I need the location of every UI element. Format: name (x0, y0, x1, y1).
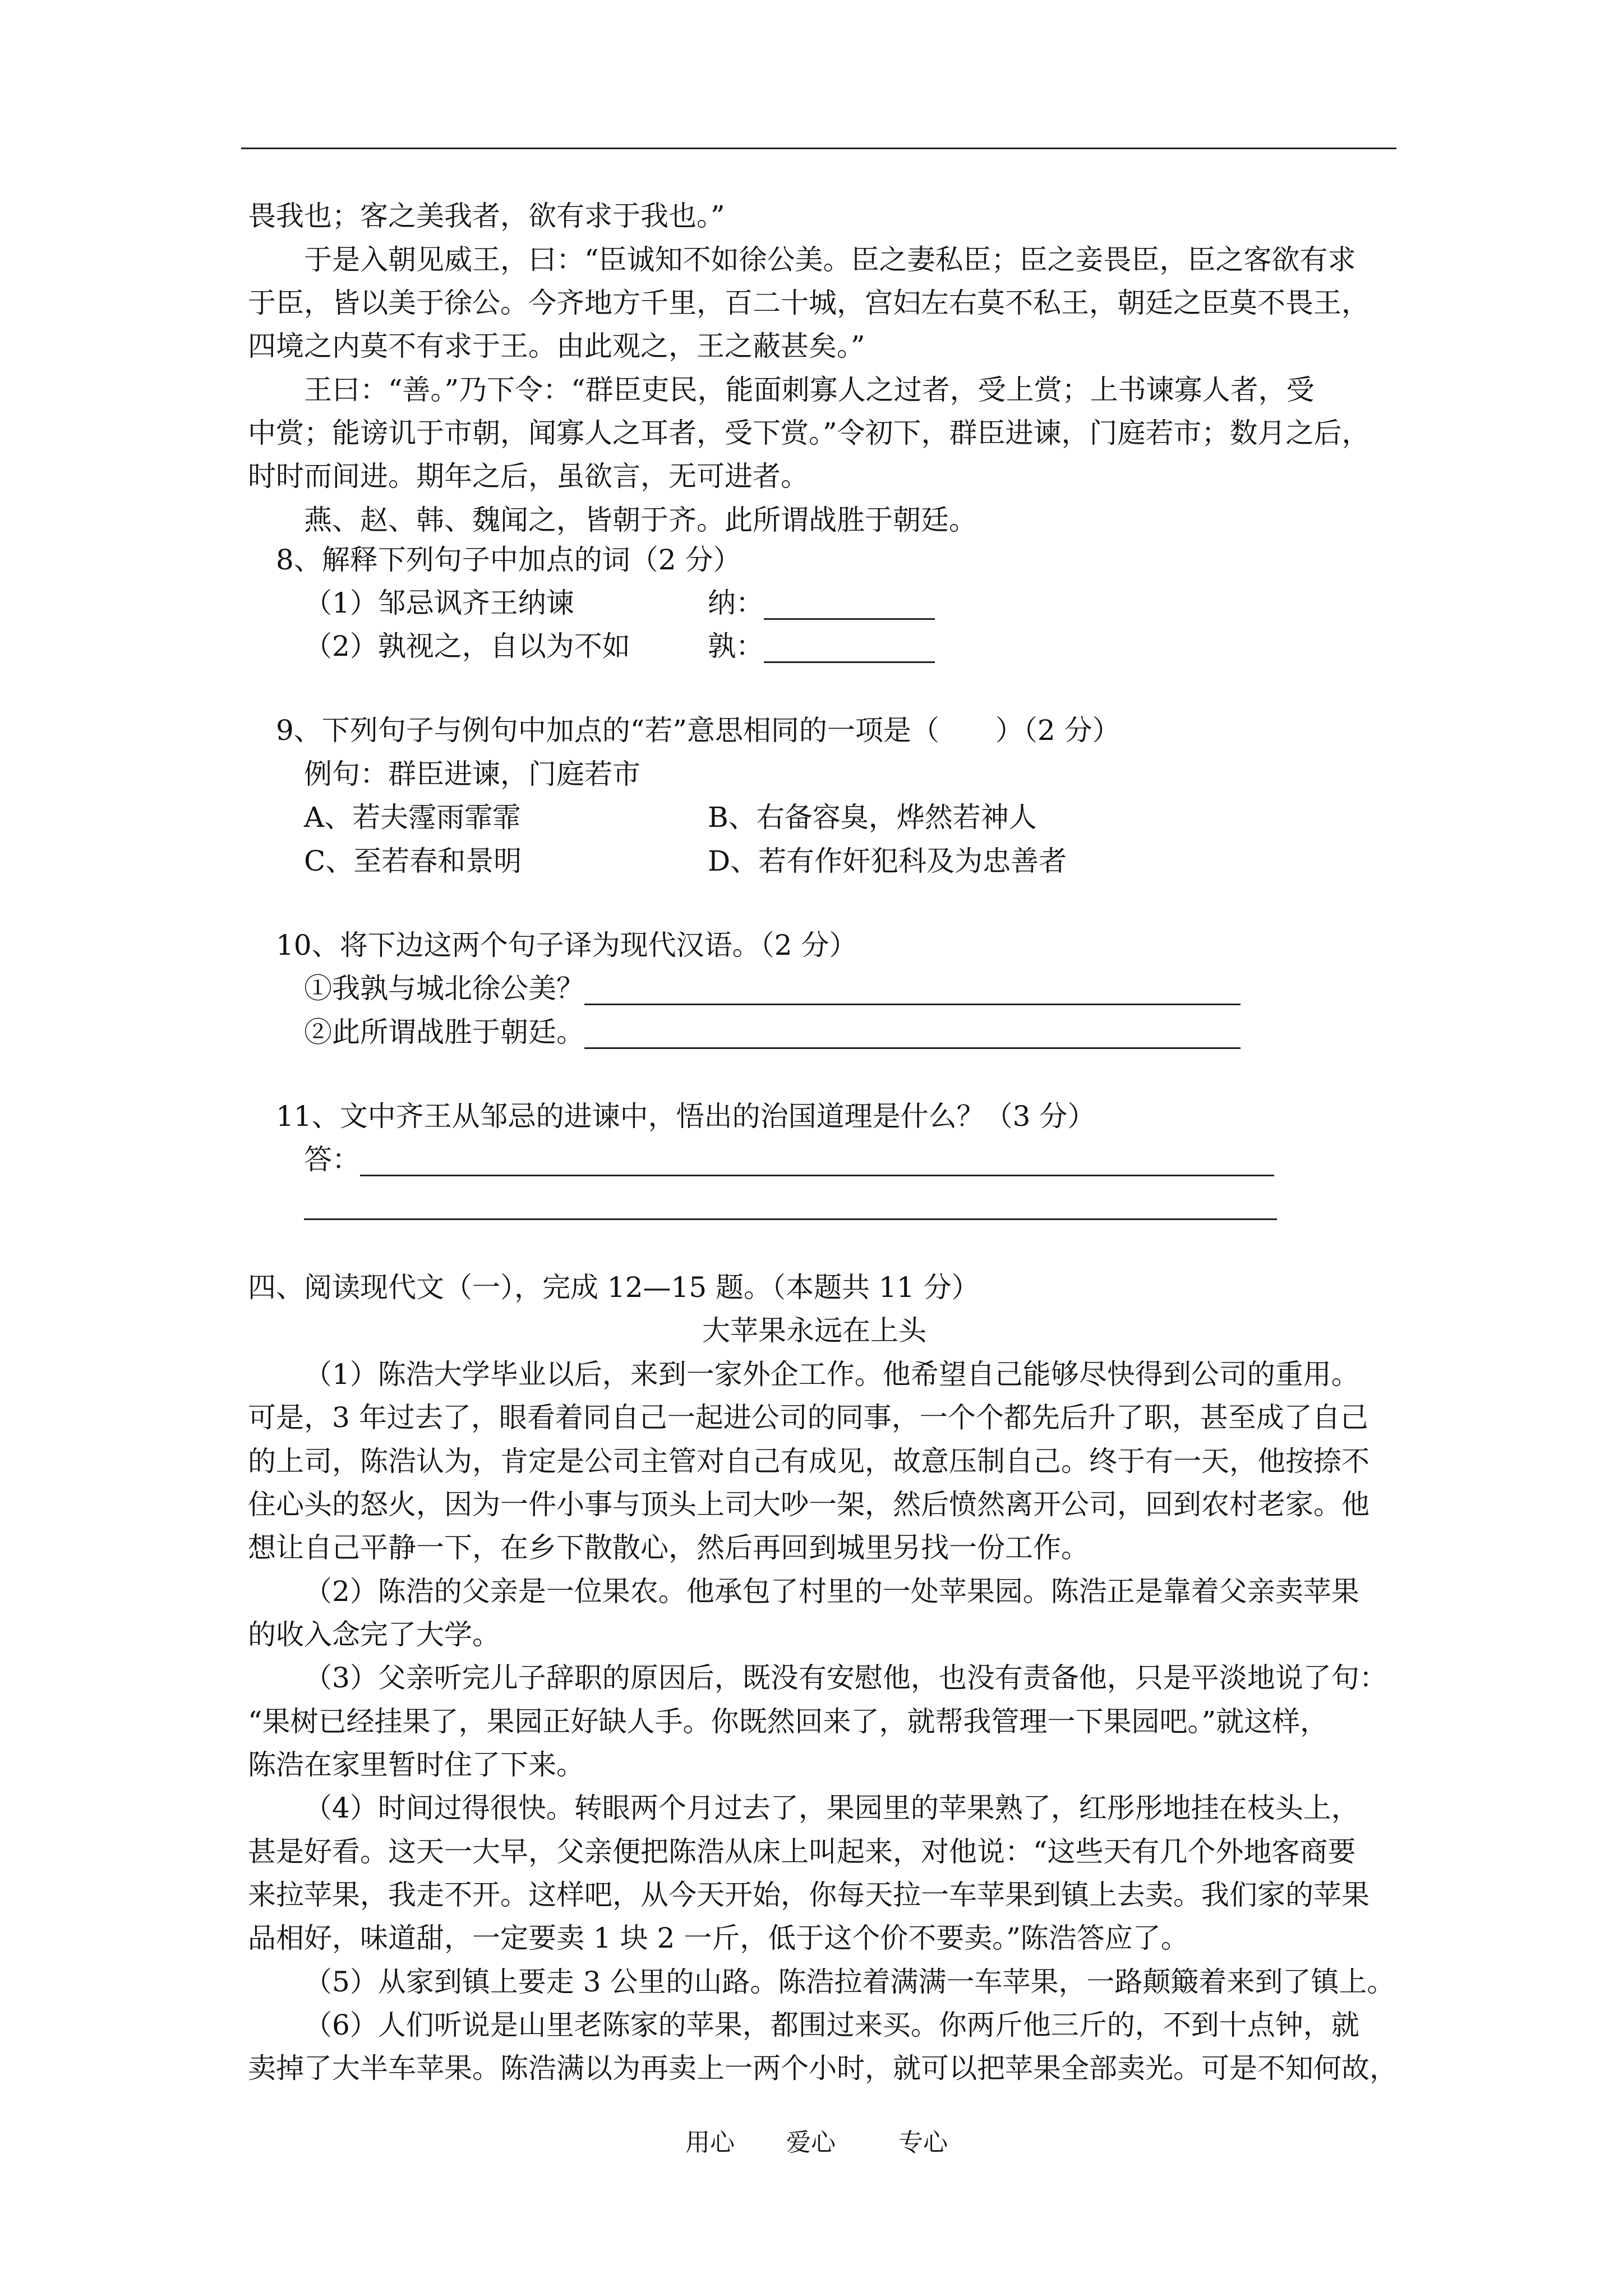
header-rule (241, 148, 1396, 149)
question-9-stem: 9、下列句子与例句中加点的“若”意思相同的一项是（ ）（2 分） (276, 714, 1121, 747)
question-11-answer[interactable] (304, 1143, 1274, 1176)
footer-text-1: 用心 (685, 2128, 735, 2157)
passage-line: 时时而间进。期年之后，虽欲言，无可进者。 (248, 460, 809, 493)
answer-label: 孰： (708, 630, 764, 662)
article-paragraph-line: （6）人们听说是山里老陈家的苹果，都围过来买。你两斤他三斤的，不到十点钟，就 (304, 2009, 1359, 2041)
passage-line: 于是入朝见威王，曰：“臣诚知不如徐公美。臣之妻私臣；臣之妾畏臣，臣之客欲有求 (304, 243, 1356, 276)
passage-line: 王曰：“善。”乃下令：“群臣吏民，能面刺寡人之过者，受上赏；上书谏寡人者，受 (304, 374, 1315, 406)
question-11-answer-line-2[interactable] (304, 1186, 1277, 1220)
option-a[interactable]: A、若夫霪雨霏霏 (304, 801, 521, 834)
article-paragraph-line: 的上司，陈浩认为，肯定是公司主管对自己有成见，故意压制自己。终于有一天，他按捺不 (248, 1445, 1370, 1478)
answer-blank[interactable] (584, 976, 1241, 1005)
article-paragraph-line: 陈浩在家里暂时住了下来。 (248, 1749, 584, 1781)
article-paragraph-line: 想让自己平静一下，在乡下散散心，然后再回到城里另找一份工作。 (248, 1531, 1089, 1564)
answer-label: 纳： (708, 587, 764, 619)
article-paragraph-line: “果树已经挂果了，果园正好缺人手。你既然回来了，就帮我管理一下果园吧。”就这样， (248, 1705, 1329, 1738)
answer-blank[interactable] (764, 590, 935, 620)
footer-text-3: 专心 (898, 2128, 948, 2157)
question-8-answer-2[interactable] (708, 629, 935, 663)
question-10-sentence-1[interactable] (304, 972, 1241, 1005)
question-10-stem: 10、将下边这两个句子译为现代汉语。（2 分） (276, 929, 857, 961)
article-paragraph-line: （3）父亲听完儿子辞职的原因后，既没有安慰他，也没有责备他，只是平淡地说了句： (304, 1662, 1387, 1694)
answer-blank[interactable] (360, 1147, 1274, 1176)
answer-blank[interactable] (584, 1019, 1241, 1049)
article-paragraph-line: 来拉苹果，我走不开。这样吧，从今天开始，你每天拉一车苹果到镇上去卖。我们家的苹果 (248, 1879, 1370, 1911)
question-9-example: 例句：群臣进谏，门庭若市 (304, 758, 640, 790)
answer-label: 答： (304, 1143, 360, 1176)
passage-line: 四境之内莫不有求于王。由此观之，王之蔽甚矣。” (248, 330, 865, 362)
article-paragraph-line: （5）从家到镇上要走 3 公里的山路。陈浩拉着满满一车苹果，一路颠簸着来到了镇上。 (304, 1966, 1395, 1998)
answer-blank[interactable] (764, 633, 935, 663)
article-paragraph-line: 可是，3 年过去了，眼看着同自己一起进公司的同事，一个个都先后升了职，甚至成了自己 (248, 1401, 1368, 1434)
article-title: 大苹果永远在上头 (702, 1314, 926, 1347)
article-paragraph-line: 住心头的怒火，因为一件小事与顶头上司大吵一架，然后愤然离开公司，回到农村老家。他 (248, 1488, 1370, 1521)
sentence-text: ②此所谓战胜于朝廷。 (304, 1016, 584, 1048)
sentence-text: ①我孰与城北徐公美？ (304, 972, 584, 1005)
article-paragraph-line: （4）时间过得很快。转眼两个月过去了，果园里的苹果熟了，红彤彤地挂在枝头上， (304, 1792, 1359, 1824)
article-paragraph-line: （2）陈浩的父亲是一位果农。他承包了村里的一处苹果园。陈浩正是靠着父亲卖苹果 (304, 1575, 1359, 1608)
article-paragraph-line: （1）陈浩大学毕业以后，来到一家外企工作。他希望自己能够尽快得到公司的重用。 (304, 1358, 1359, 1391)
passage-line: 中赏；能谤讥于市朝，闻寡人之耳者，受下赏。”令初下，群臣进谏，门庭若市；数月之后， (248, 417, 1370, 449)
question-11-stem: 11、文中齐王从邹忌的进谏中，悟出的治国道理是什么？（3 分） (276, 1100, 1096, 1133)
passage-line: 畏我也；客之美我者，欲有求于我也。” (248, 200, 725, 232)
article-paragraph-line: 甚是好看。这天一大早，父亲便把陈浩从床上叫起来，对他说：“这些天有几个外地客商要 (248, 1835, 1356, 1868)
article-paragraph-line: 的收入念完了大学。 (248, 1618, 500, 1651)
question-8-stem: 8、解释下列句子中加点的词（2 分） (276, 544, 741, 576)
question-8-answer-1[interactable] (708, 586, 935, 620)
section-4-heading: 四、阅读现代文（一），完成 12—15 题。（本题共 11 分） (248, 1271, 980, 1304)
article-paragraph-line: 卖掉了大半车苹果。陈浩满以为再卖上一两个小时，就可以把苹果全部卖光。可是不知何故， (248, 2052, 1398, 2085)
passage-line: 于臣，皆以美于徐公。今齐地方千里，百二十城，宫妇左右莫不私王，朝廷之臣莫不畏王， (248, 287, 1370, 319)
footer-text-2: 爱心 (786, 2128, 836, 2157)
option-d[interactable]: D、若有作奸犯科及为忠善者 (708, 845, 1067, 877)
question-8-item-1: （1）邹忌讽齐王纳谏 (304, 587, 574, 619)
answer-blank[interactable] (304, 1190, 1277, 1220)
question-8-item-2: （2）孰视之，自以为不如 (304, 630, 630, 662)
passage-line: 燕、赵、韩、魏闻之，皆朝于齐。此所谓战胜于朝廷。 (304, 504, 977, 536)
option-b[interactable]: B、右备容臭，烨然若神人 (708, 801, 1037, 834)
option-c[interactable]: C、至若春和景明 (304, 845, 522, 877)
question-10-sentence-2[interactable] (304, 1015, 1241, 1049)
article-paragraph-line: 品相好，味道甜，一定要卖 1 块 2 一斤，低于这个价不要卖。”陈浩答应了。 (248, 1922, 1189, 1954)
